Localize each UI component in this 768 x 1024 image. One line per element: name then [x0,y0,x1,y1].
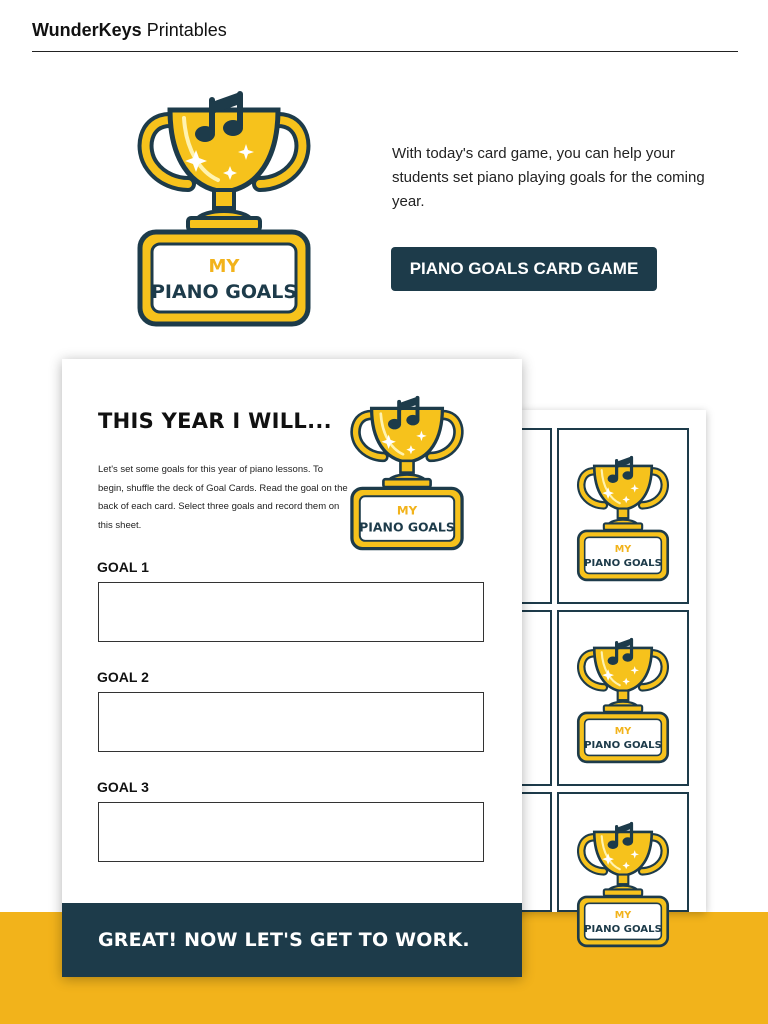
goals-worksheet-image [62,359,522,977]
trophy-line1: MY [208,256,240,277]
hero-description: With today's card game, you can help your students set piano playing goals for the coming year. [392,145,705,210]
worksheet-title: THIS YEAR I WILL... [98,409,332,433]
trophy-icon [575,450,671,582]
svg-text:MY: MY [614,910,632,922]
svg-text:MY: MY [396,503,418,518]
goal-1-box [98,582,484,642]
svg-text:PIANO GOALS: PIANO GOALS [584,924,662,936]
svg-text:PIANO GOALS: PIANO GOALS [584,558,662,570]
goal-card [557,428,689,604]
brand-name: WunderKeys [32,20,142,40]
svg-text:MY: MY [614,544,632,556]
worksheet-trophy [348,387,466,553]
brand-logo[interactable] [32,18,738,42]
site-header [32,18,738,52]
brand-section: Printables [146,20,227,40]
trophy-icon [348,387,466,553]
goal-1-label: GOAL 1 [97,559,149,575]
card-sheet-image [500,410,706,936]
trophy-icon [134,80,314,328]
worksheet-footer: GREAT! NOW LET'S GET TO WORK. [62,903,522,977]
goal-card [557,792,689,936]
svg-text:PIANO GOALS: PIANO GOALS [359,519,455,535]
piano-goals-card-game-button[interactable]: PIANO GOALS CARD GAME [391,247,657,291]
trophy-line2: PIANO GOALS [150,281,298,303]
trophy-icon [575,632,671,764]
goal-3-label: GOAL 3 [97,779,149,795]
worksheet-instructions: Let's set some goals for this year of piano lessons. To begin, shuffle the deck of Goal Cards. Read the goal on the back of each card. Select three goals and record them on this sheet. [98,464,348,531]
svg-text:PIANO GOALS: PIANO GOALS [584,740,662,752]
goal-card [557,610,689,786]
trophy-icon [575,816,671,948]
hero-trophy-image [134,80,314,328]
goal-3-box [98,802,484,862]
goal-2-label: GOAL 2 [97,669,149,685]
svg-text:MY: MY [614,726,632,738]
goal-2-box [98,692,484,752]
